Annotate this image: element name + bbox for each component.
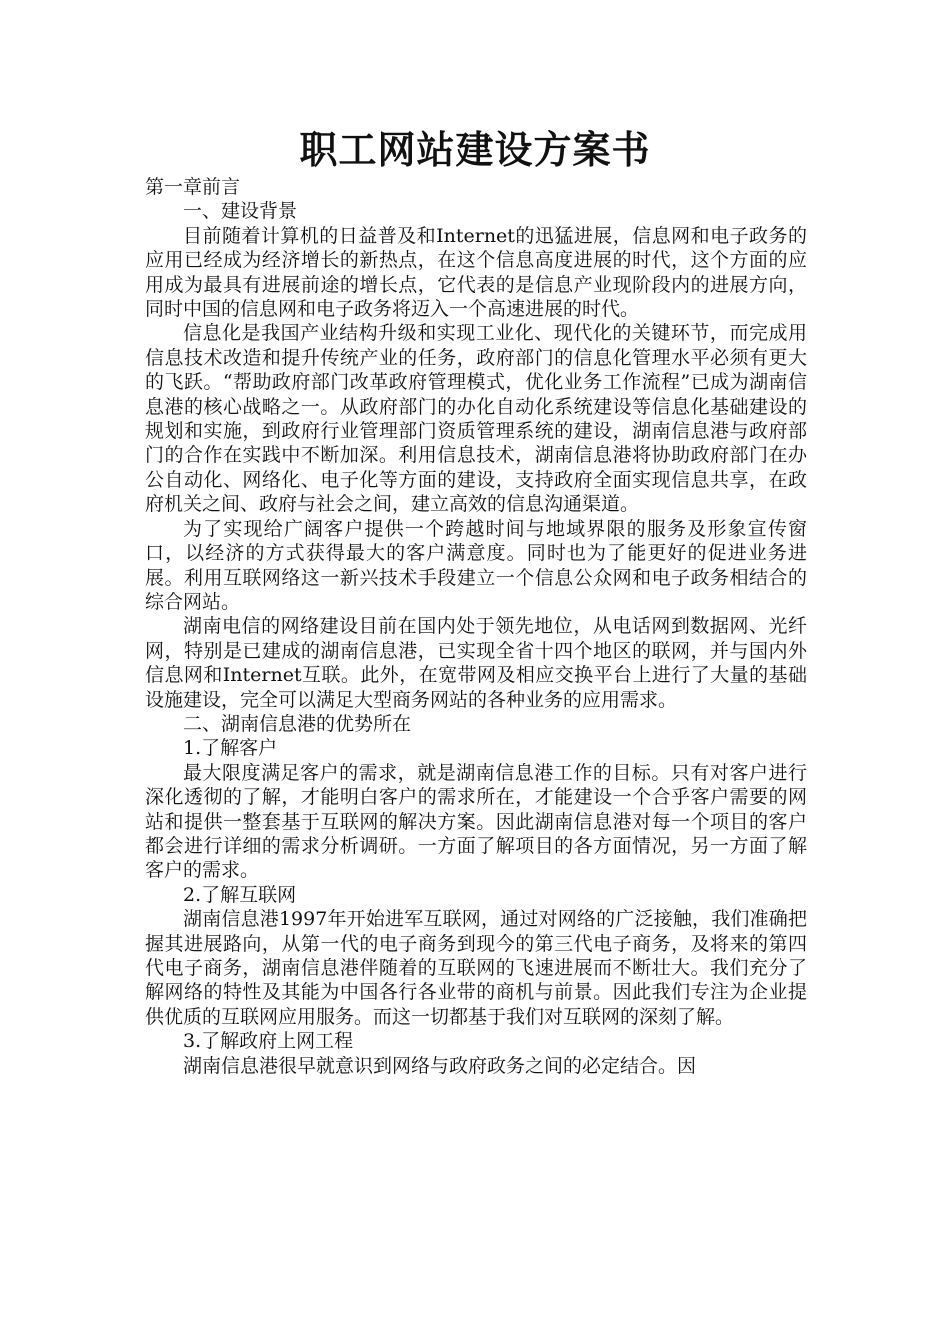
section-heading: 一、建设背景 bbox=[183, 200, 298, 223]
subsection-heading: 3.了解政府上网工程 bbox=[183, 1030, 354, 1053]
document-title: 职工网站建设方案书 bbox=[299, 128, 651, 172]
chapter-heading: 第一章前言 bbox=[145, 176, 241, 198]
subsection-heading: 1.了解客户 bbox=[183, 737, 278, 760]
body-paragraph: 湖南信息港很早就意识到网络与政府政务之间的必定结合。因 bbox=[183, 1054, 697, 1077]
document-body bbox=[145, 175, 807, 1078]
body-paragraph: 目前随着计算机的日益普及和Internet的迅猛进展，信息网和电子政务的应用已经成为经济增长的新热点，在这个信息高度进展的时代，这个方面的应用成为最具有进展前途的增长点，它代表的是信息产业现阶段内的进展方向，同时中国的信息网和电子政务将迈入一个高速进展的时代。 bbox=[145, 224, 807, 321]
body-paragraph: 最大限度满足客户的需求，就是湖南信息港工作的目标。只有对客户进行深化透彻的了解，才能明白客户的需求所在，才能建设一个合乎客户需要的网站和提供一整套基于互联网的解决方案。因此湖南信息港对每一个项目的客户都会进行详细的需求分析调研。一方面了解项目的各方面情况，另一方面了解客户的需求。 bbox=[145, 761, 807, 882]
body-paragraph: 湖南信息港1997年开始进军互联网，通过对网络的广泛接触，我们准确把握其进展路向，从第一代的电子商务到现今的第三代电子商务，及将来的第四代电子商务，湖南信息港伴随着的互联网的飞速进展而不断壮大。我们充分了解网络的特性及其能为中国各行各业带的商机与前景。因此我们专注为企业提供优质的互联网应用服务。而这一切都基于我们对互联网的深刻了解。 bbox=[145, 908, 807, 1028]
body-paragraph: 信息化是我国产业结构升级和实现工业化、现代化的关键环节，而完成用信息技术改造和提升传统产业的任务，政府部门的信息化管理水平必须有更大的飞跃。“帮助政府部门改革政府管理模式，优化业务工作流程”已成为湖南信息港的核心战略之一。从政府部门的办化自动化系统建设等信息化基础建设的规划和实施，到政府行业管理部门资质管理系统的建设，湖南信息港与政府部门的合作在实践中不断加深。利用信息技术，湖南信息港将协助政府部门在办公自动化、网络化、电子化等方面的建设，支持政府全面实现信息共享，在政府机关之间、政府与社会之间，建立高效的信息沟通渠道。 bbox=[145, 322, 807, 516]
body-paragraph: 湖南电信的网络建设目前在国内处于领先地位，从电话网到数据网、光纤网，特别是已建成的湖南信息港，已实现全省十四个地区的联网，并与国内外信息网和Internet互联。此外，在宽带网及相应交换平台上进行了大量的基础设施建设，完全可以满足大型商务网站的各种业务的应用需求。 bbox=[145, 615, 807, 711]
subsection-heading: 2.了解互联网 bbox=[183, 883, 297, 906]
section-heading: 二、湖南信息港的优势所在 bbox=[183, 712, 412, 735]
body-paragraph: 为了实现给广阔客户提供一个跨越时间与地域界限的服务及形象宣传窗口，以经济的方式获得最大的客户满意度。同时也为了能更好的促进业务进展。利用互联网络这一新兴技术手段建立一个信息公众网和电子政务相结合的综合网站。 bbox=[145, 517, 807, 613]
